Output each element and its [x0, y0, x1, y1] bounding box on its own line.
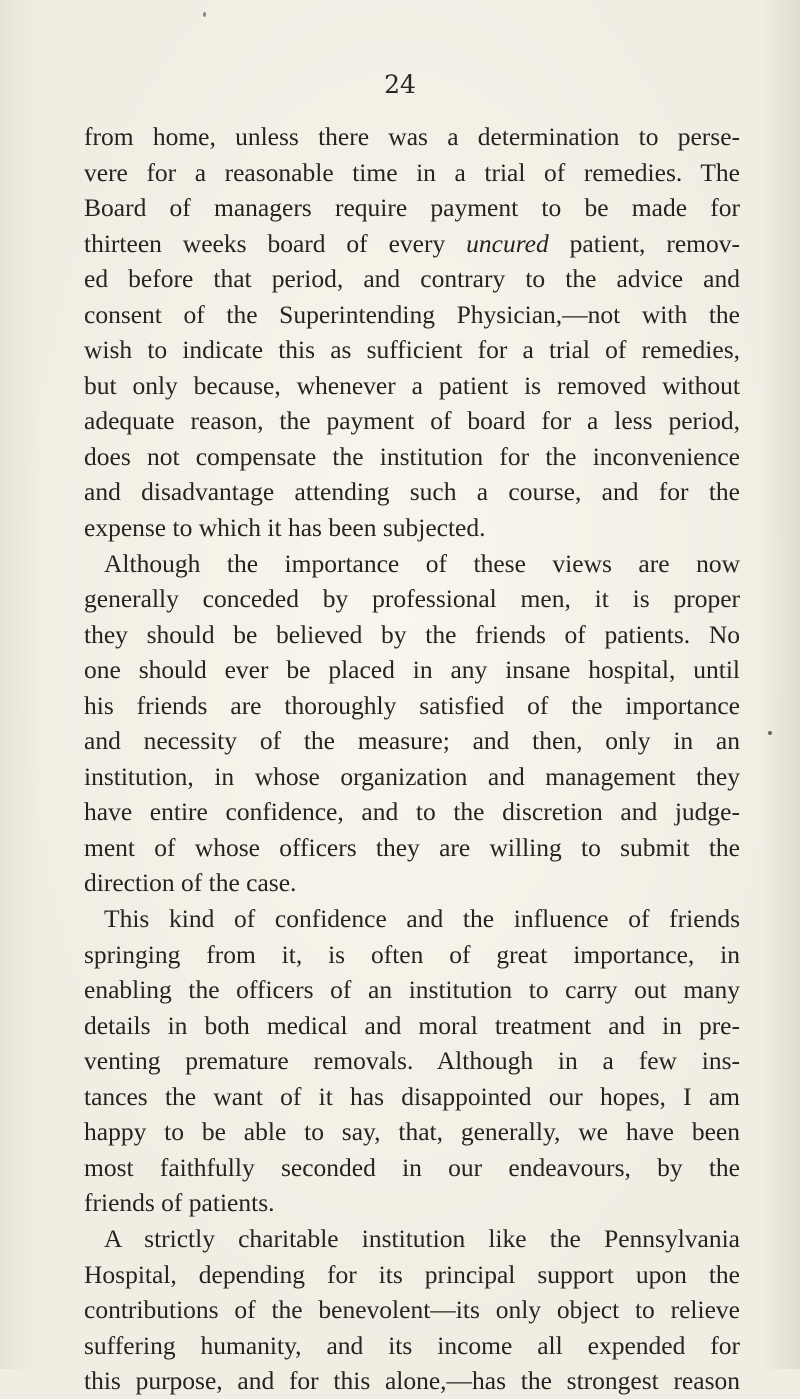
paragraph-start-line: This kind of confidence and the influence of friends: [104, 904, 740, 934]
paragraph-end-line: friends of patients.: [84, 1188, 275, 1218]
text-segment: thirteen weeks board of every: [84, 228, 467, 258]
text-line: suffering humanity, and its income all expended for: [84, 1330, 740, 1360]
emphasized-word: uncured: [466, 228, 549, 258]
text-line: have entire confidence, and to the discretion and judge-: [84, 797, 740, 827]
paper-speck: [768, 731, 772, 735]
paper-speck: [203, 12, 206, 17]
text-line: contributions of the benevolent—its only object to relieve: [84, 1295, 740, 1325]
text-line: consent of the Superintending Physician,—not with the: [84, 299, 740, 329]
text-line: this purpose, and for this alone,—has the strongest reason: [84, 1366, 740, 1396]
text-line: details in both medical and moral treatment and in pre-: [84, 1010, 740, 1040]
text-line: vere for a reasonable time in a trial of remedies. The: [84, 157, 740, 187]
body-text: [84, 119, 740, 1399]
text-line: and disadvantage attending such a course, and for the: [84, 477, 740, 507]
text-line: does not compensate the institution for the inconvenience: [84, 441, 740, 471]
text-line: wish to indicate this as sufficient for a trial of remedies,: [84, 335, 740, 365]
text-line: ed before that period, and contrary to the advice and: [84, 264, 740, 294]
text-line: generally conceded by professional men, it is proper: [84, 584, 740, 614]
text-segment: patient, remov-: [548, 228, 740, 258]
paragraph-start-line: A strictly charitable institution like the Pennsylvania: [104, 1223, 740, 1253]
text-line: adequate reason, the payment of board for a less period,: [84, 406, 740, 436]
text-line: venting premature removals. Although in a few ins-: [84, 1046, 740, 1076]
paragraph-end-line: expense to which it has been subjected.: [84, 513, 486, 543]
text-line: his friends are thoroughly satisfied of the importance: [84, 690, 740, 720]
text-line: springing from it, is often of great importance, in: [84, 939, 740, 969]
page-number: 24: [384, 70, 416, 99]
text-line: enabling the officers of an institution to carry out many: [84, 975, 740, 1005]
text-line-with-emphasis: [84, 226, 740, 262]
text-line: they should be believed by the friends of patients. No: [84, 619, 740, 649]
text-line: Board of managers require payment to be made for: [84, 193, 740, 223]
text-line: and necessity of the measure; and then, only in an: [84, 726, 740, 756]
text-line: from home, unless there was a determination to perse-: [84, 122, 740, 151]
text-line: ment of whose officers they are willing to submit the: [84, 832, 740, 862]
paragraph-start-line: Although the importance of these views are now: [104, 548, 740, 578]
text-line: most faithfully seconded in our endeavours, by the: [84, 1152, 740, 1182]
text-line: but only because, whenever a patient is removed without: [84, 370, 740, 400]
paragraph-end-line: direction of the case.: [84, 868, 297, 898]
text-line: Hospital, depending for its principal support upon the: [84, 1259, 740, 1289]
text-line: tances the want of it has disappointed our hopes, I am: [84, 1081, 740, 1111]
text-line: one should ever be placed in any insane hospital, until: [84, 655, 740, 685]
text-line: institution, in whose organization and management they: [84, 761, 740, 791]
text-line: happy to be able to say, that, generally, we have been: [84, 1117, 740, 1147]
